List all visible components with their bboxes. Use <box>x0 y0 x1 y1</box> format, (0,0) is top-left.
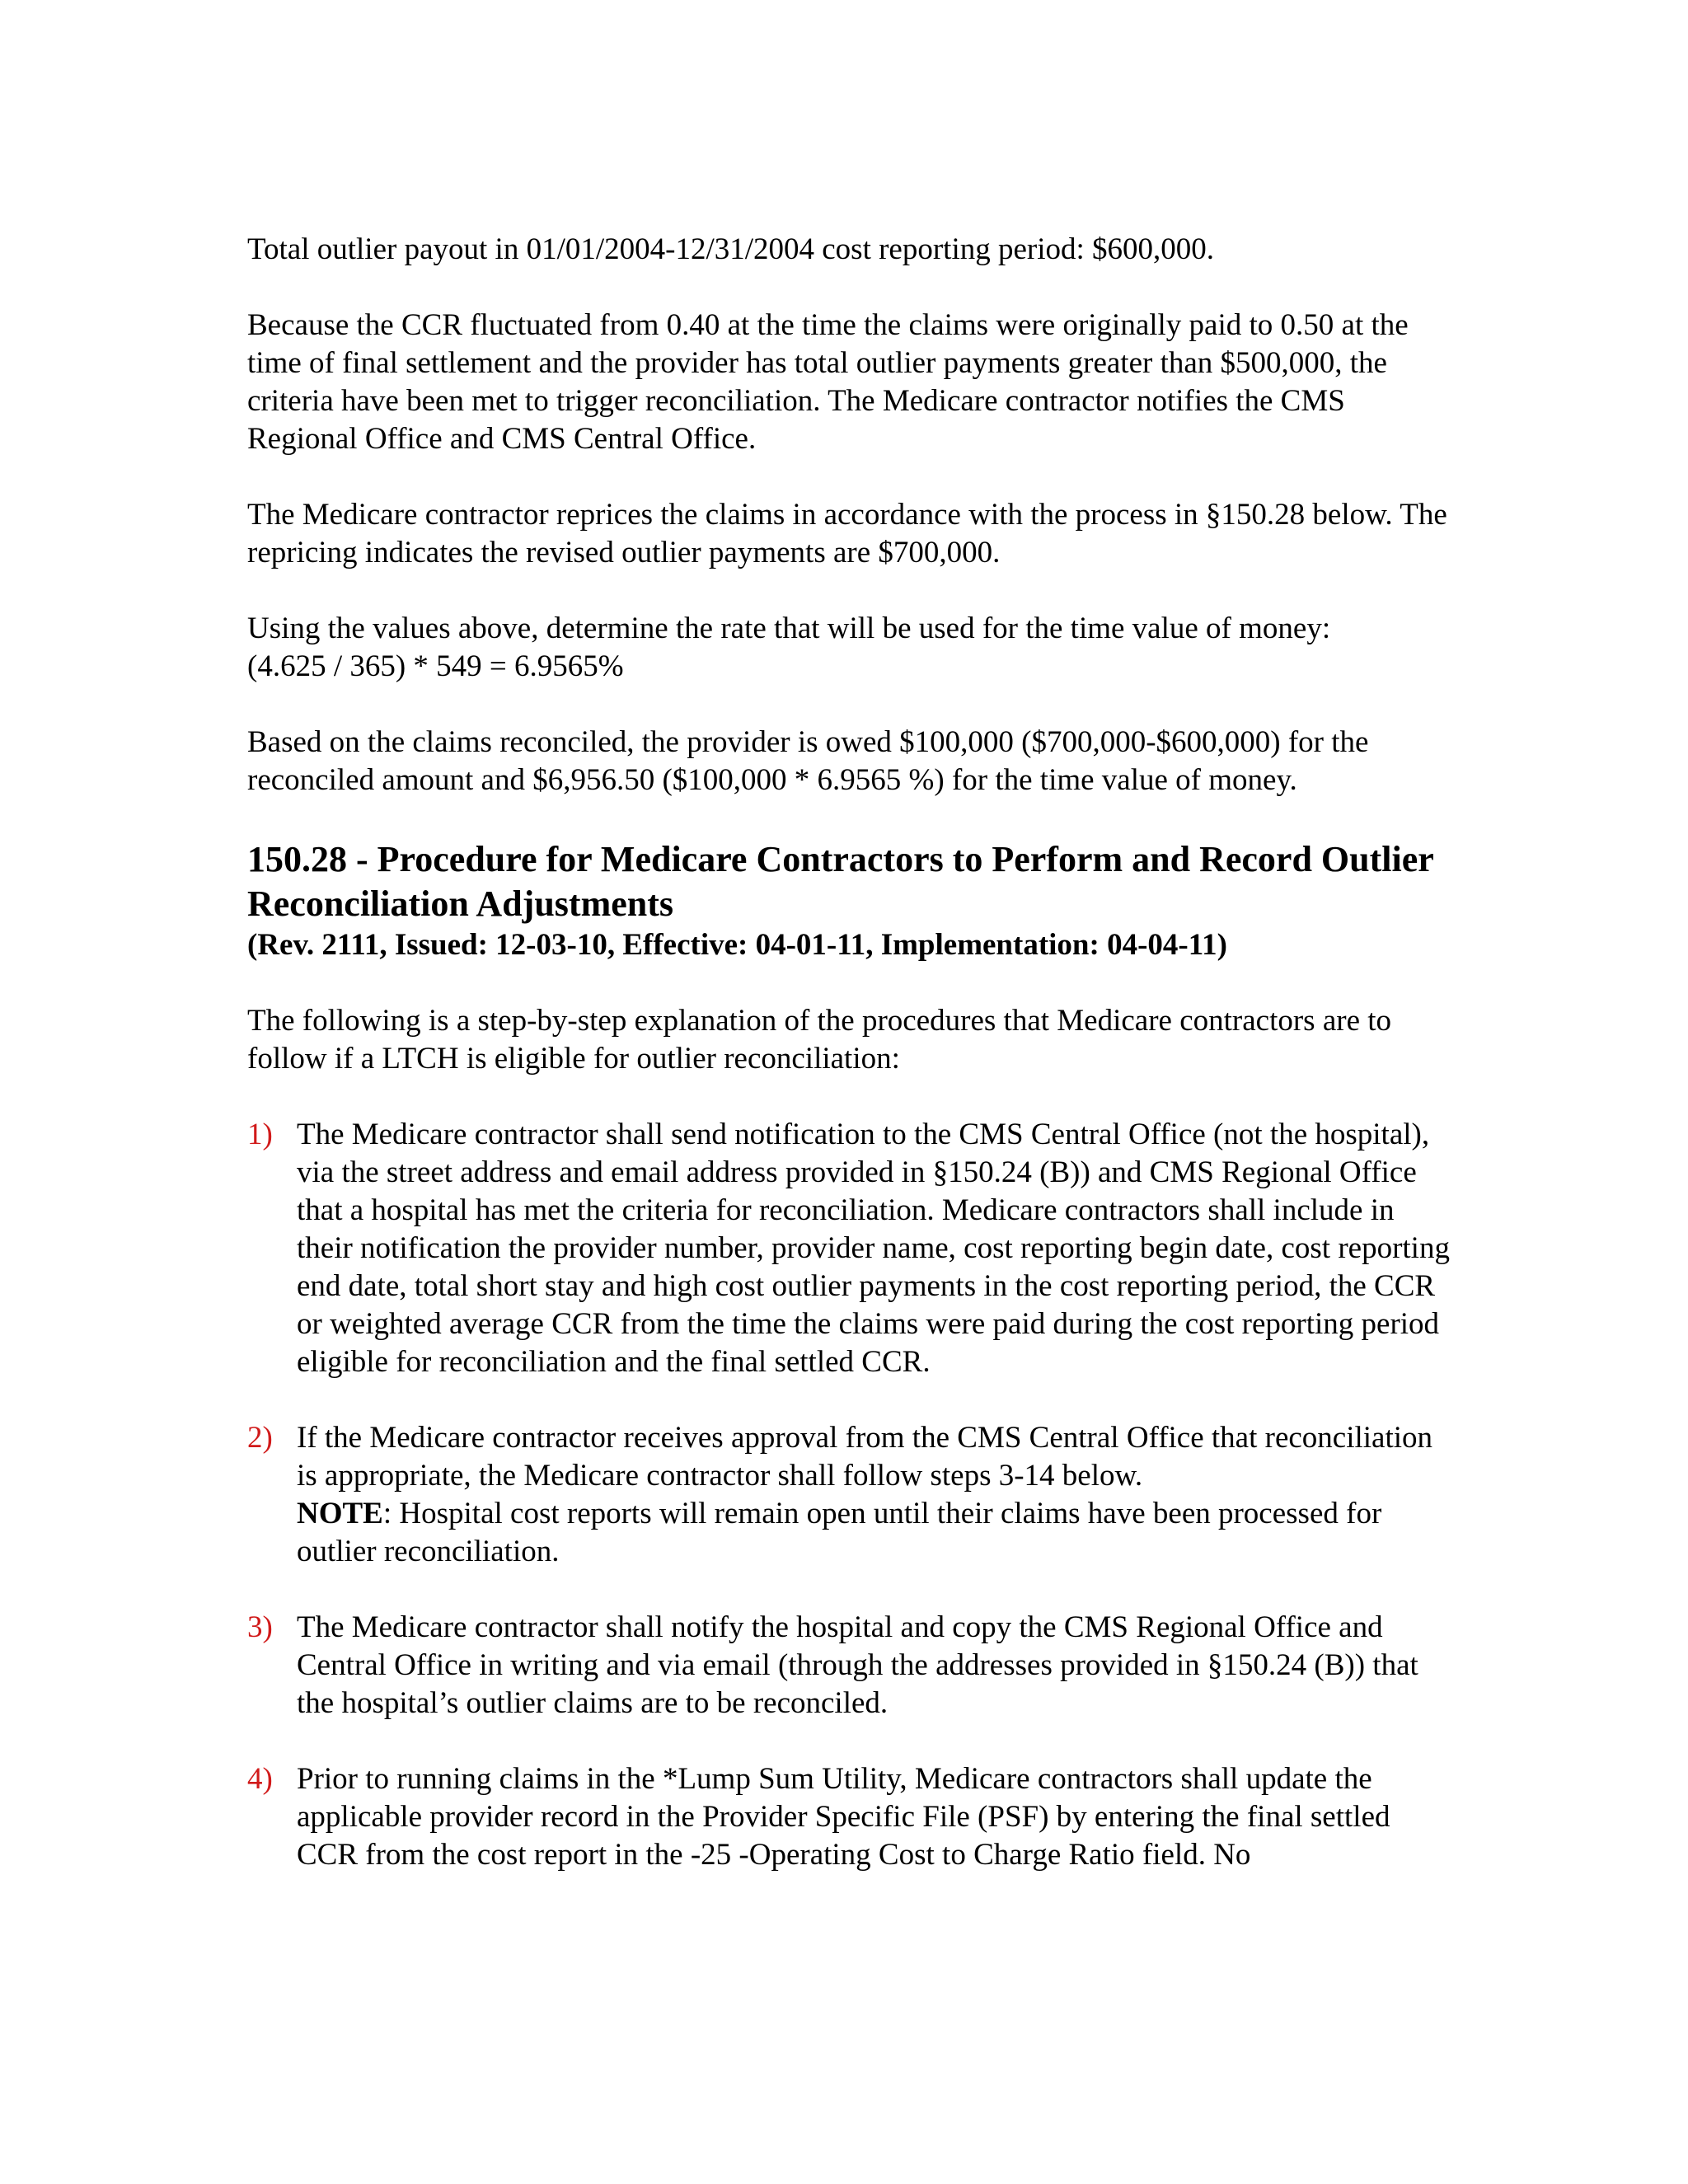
paragraph-outlier-payout: Total outlier payout in 01/01/2004-12/31/2004 cost reporting period: $600,000. <box>247 232 1215 266</box>
paragraph-time-value-rate <box>247 610 1451 686</box>
document-page <box>247 231 1451 1912</box>
step-text: Prior to running claims in the *Lump Sum Utility, Medicare contractors shall update the applicable provider record in the Provider Specific File (PSF) by entering the final settled CCR from the cost report in the -25 -Operating Cost to Charge Ratio field. No <box>297 1762 1390 1872</box>
time-value-rate-intro: Using the values above, determine the rate that will be used for the time value of money: <box>247 612 1331 645</box>
step-number: 1) <box>247 1118 273 1151</box>
step-number: 3) <box>247 1610 273 1644</box>
paragraph-repricing: The Medicare contractor reprices the claims in accordance with the process in §150.28 below. The repricing indicates the revised outlier payments are $700,000. <box>247 498 1447 569</box>
list-item <box>247 1116 1451 1381</box>
note-label: NOTE <box>297 1497 383 1530</box>
list-item <box>247 1419 1451 1571</box>
paragraph-amount-owed: Based on the claims reconciled, the provider is owed $100,000 ($700,000-$600,000) for the reconciled amount and $6,956.50 ($100,000 * 6.9565 %) for the time value of money. <box>247 725 1369 797</box>
revision-line: (Rev. 2111, Issued: 12-03-10, Effective: 04-01-11, Implementation: 04-04-11) <box>247 928 1228 962</box>
paragraph-ccr-fluctuation: Because the CCR fluctuated from 0.40 at the time the claims were originally paid to 0.50 at the time of final settlement and the provider has total outlier payments greater than $500,000, the criteria have been met to trigger reconciliation. The Medicare contractor notifies the CMS Regional Office and CMS Central Office. <box>247 308 1409 456</box>
step-text: The Medicare contractor shall send notification to the CMS Central Office (not the hospital), via the street address and email address provided in §150.24 (B)) and CMS Regional Office that a hospital has met the criteria for reconciliation. Medicare contractors shall include in their notification the provider number, provider name, cost reporting begin date, cost reporting end date, total short stay and high cost outlier payments in the cost reporting period, the CCR or weighted average CCR from the time the claims were paid during the cost reporting period eligible for reconciliation and the final settled CCR. <box>297 1118 1450 1379</box>
step-number: 4) <box>247 1762 273 1796</box>
time-value-rate-formula: (4.625 / 365) * 549 = 6.9565% <box>247 649 624 683</box>
list-item <box>247 1609 1451 1722</box>
section-intro: The following is a step-by-step explanation of the procedures that Medicare contractors are to follow if a LTCH is eligible for outlier reconciliation: <box>247 1004 1392 1076</box>
procedure-steps-list <box>247 1116 1451 1874</box>
step-text: If the Medicare contractor receives approval from the CMS Central Office that reconciliation is appropriate, the Medicare contractor shall follow steps 3-14 below. <box>297 1421 1433 1493</box>
section-heading: 150.28 - Procedure for Medicare Contractors to Perform and Record Outlier Reconciliation Adjustments <box>247 839 1433 924</box>
list-item <box>247 1760 1451 1874</box>
note-text: : Hospital cost reports will remain open until their claims have been processed for outlier reconciliation. <box>297 1497 1382 1568</box>
step-text: The Medicare contractor shall notify the hospital and copy the CMS Regional Office and Central Office in writing and via email (through the addresses provided in §150.24 (B)) that the hospital’s outlier claims are to be reconciled. <box>297 1610 1418 1720</box>
step-number: 2) <box>247 1421 273 1455</box>
